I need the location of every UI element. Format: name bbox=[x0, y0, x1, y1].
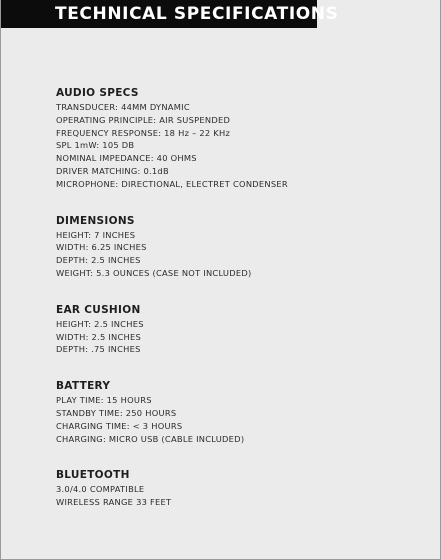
spec-list bbox=[56, 318, 430, 356]
spec-content bbox=[56, 87, 430, 533]
spec-line: 3.0/4.0 COMPATIBLE bbox=[56, 484, 145, 495]
section-heading: BATTERY bbox=[56, 380, 111, 393]
spec-line: MICROPHONE: DIRECTIONAL, ELECTRET CONDENSER bbox=[56, 178, 288, 189]
spec-line: WIDTH: 2.5 INCHES bbox=[56, 331, 142, 342]
spec-line: OPERATING PRINCIPLE: AIR SUSPENDED bbox=[56, 114, 231, 125]
spec-line: HEIGHT: 2.5 INCHES bbox=[56, 318, 144, 329]
spec-line: DEPTH: 2.5 INCHES bbox=[56, 255, 141, 266]
section-dimensions bbox=[56, 215, 430, 280]
spec-line: CHARGING: MICRO USB (CABLE INCLUDED) bbox=[56, 433, 245, 444]
spec-line: STANDBY TIME: 250 HOURS bbox=[56, 407, 177, 418]
section-bluetooth bbox=[56, 469, 430, 509]
spec-line: WIDTH: 6.25 INCHES bbox=[56, 242, 147, 253]
spec-line: DRIVER MATCHING: 0.1dB bbox=[56, 165, 169, 176]
spec-line: HEIGHT: 7 INCHES bbox=[56, 229, 136, 240]
section-battery bbox=[56, 380, 430, 445]
title-bar bbox=[1, 0, 339, 28]
page-title: TECHNICAL SPECIFICATIONS bbox=[55, 4, 339, 24]
spec-line: TRANSDUCER: 44MM DYNAMIC bbox=[56, 102, 190, 112]
section-heading: DIMENSIONS bbox=[56, 214, 135, 227]
spec-line: SPL 1mW: 105 DB bbox=[56, 140, 135, 151]
section-heading: EAR CUSHION bbox=[56, 303, 141, 316]
spec-list bbox=[56, 101, 430, 191]
section-heading: AUDIO SPECS bbox=[56, 87, 139, 99]
spec-list bbox=[56, 229, 430, 280]
section-heading: BLUETOOTH bbox=[56, 469, 130, 482]
section-ear-cushion bbox=[56, 304, 430, 356]
section-audio-specs bbox=[56, 87, 430, 191]
spec-line: FREQUENCY RESPONSE: 18 Hz – 22 KHz bbox=[56, 127, 231, 138]
spec-list bbox=[56, 394, 430, 445]
spec-line: DEPTH: .75 INCHES bbox=[56, 344, 141, 355]
spec-line: WEIGHT: 5.3 OUNCES (CASE NOT INCLUDED) bbox=[56, 267, 252, 278]
spec-line: NOMINAL IMPEDANCE: 40 OHMS bbox=[56, 153, 197, 164]
spec-line: PLAY TIME: 15 HOURS bbox=[56, 395, 152, 406]
spec-list bbox=[56, 483, 430, 509]
spec-line: CHARGING TIME: < 3 HOURS bbox=[56, 420, 183, 431]
spec-line: WIRELESS RANGE 33 FEET bbox=[56, 497, 172, 508]
